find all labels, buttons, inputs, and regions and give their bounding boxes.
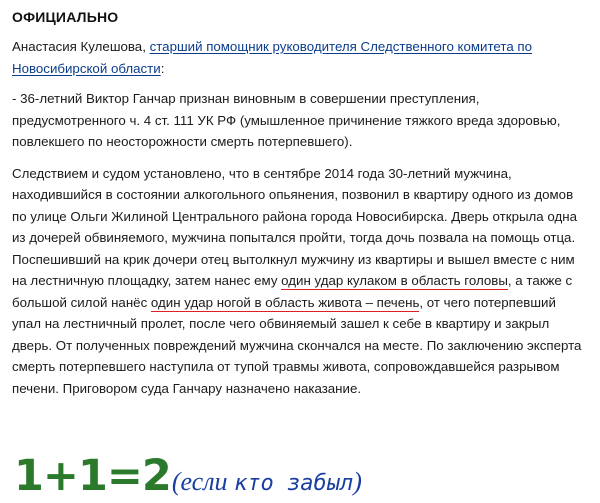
- meme-note-close: ): [353, 467, 362, 496]
- case-description-paragraph: [12, 163, 588, 400]
- intro-paragraph: [12, 36, 588, 79]
- meme-note-mono: кто забыл: [234, 471, 354, 496]
- meme-note-open: (если: [171, 467, 235, 496]
- meme-equation: 1+1=2: [14, 451, 171, 501]
- meme-note: [172, 467, 362, 496]
- meme-overlay: [14, 451, 362, 501]
- official-role-link[interactable]: старший помощник руководителя Следственного комитета по Новосибирской области: [12, 39, 533, 76]
- case-text-part-1: Следствием и судом установлено, что в сентябре 2014 года 30-летний мужчина, находившийся в состоянии алкогольного опьянения, позвонил в квартиру одного из домов по улице Ольги Жилиной Центрального района города Новосибирска. Дверь открыла одна из дочерей обвиняемого, мужчина попытался пройти, тогда дочь позвала на помощь отца. Поспешивший на крик дочери отец вытолкнул мужчину из квартиры и вышел вместе с ним на лестничную площадку, затем нанес ему: [12, 165, 577, 288]
- intro-after-link: :: [160, 60, 165, 76]
- highlight-kick-to-abdomen: один удар ногой в область живота – печень: [150, 294, 420, 310]
- charge-paragraph: - 36-летний Виктор Ганчар признан виновным в совершении преступления, предусмотренного ч. 4 ст. 111 УК РФ (умышленное причинение тяжкого вреда здоровью, повлекшего по неосторожности смерть потерпевшего).: [12, 91, 561, 149]
- page-title: ОФИЦИАЛЬНО: [12, 9, 119, 25]
- intro-before-link: Анастасия Кулешова,: [12, 39, 150, 54]
- highlight-blow-to-head: один удар кулаком в область головы: [281, 273, 508, 288]
- case-text-part-2: , а также с большой силой нанёс: [12, 273, 573, 310]
- case-text-part-3: , от чего потерпевший упал на лестничный пролет, после чего обвиняемый зашел к себе в квартиру и закрыл дверь. От полученных повреждений мужчина скончался на месте. По заключению эксперта смерть потерпевшего наступила от тупой травмы живота, сопровождавшейся разрывом печени. Приговором суда Ганчару назначено наказание.: [12, 294, 582, 396]
